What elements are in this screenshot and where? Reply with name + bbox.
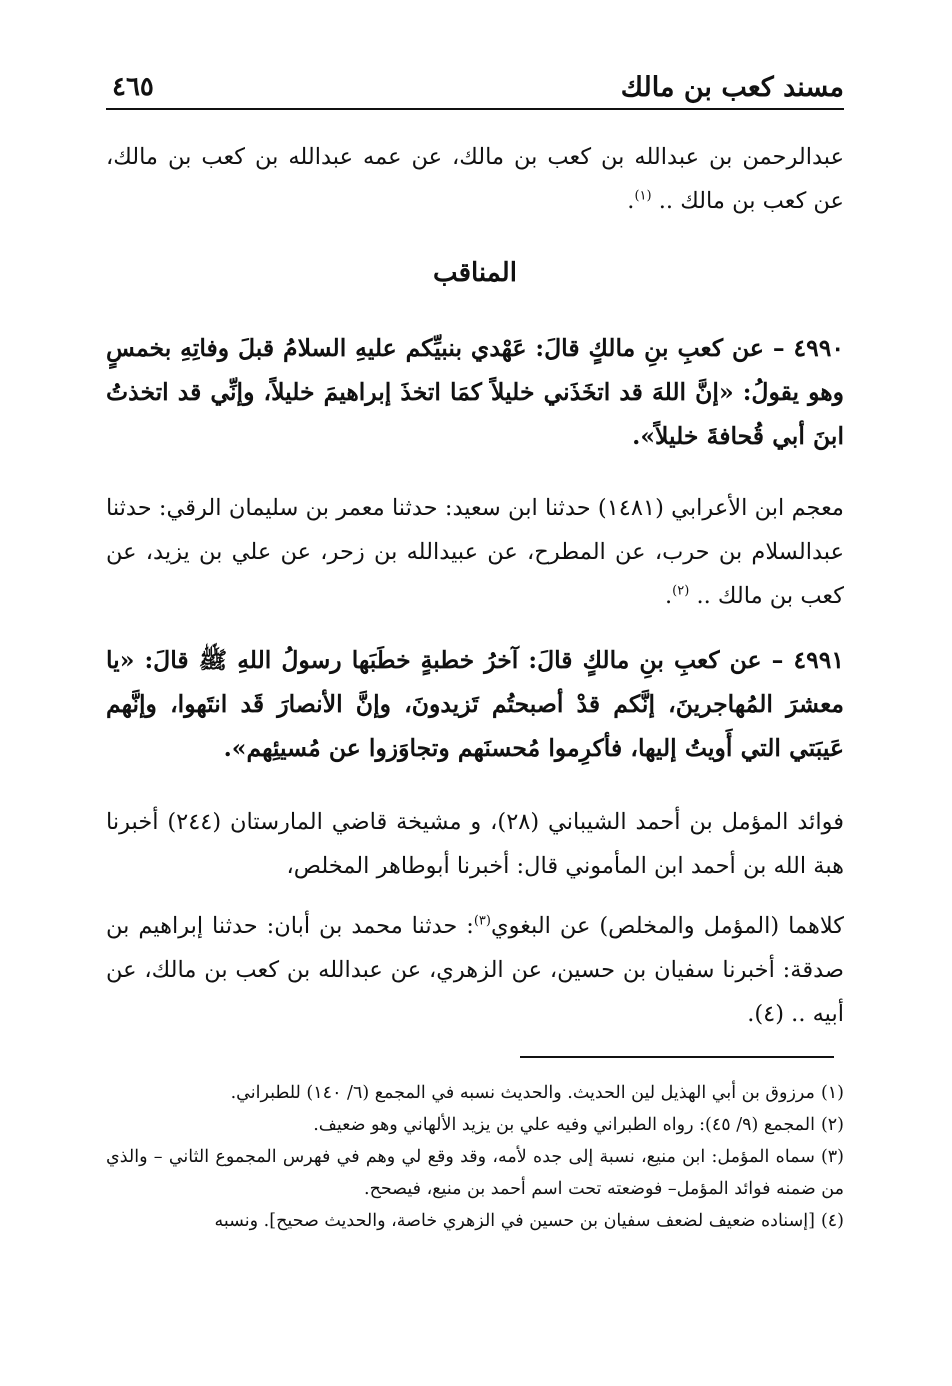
source-end: : حدثنا محمد بن أبان: حدثنا إبراهيم بن صدقة: أخبرنا سفيان بن حسين، عن الزهري، عن عبدالله بن كعب بن مالك، عن أبيه .. (٤).: [106, 913, 844, 1027]
footnote-text: مرزوق بن أبي الهذيل لين الحديث. والحديث نسبه في المجمع (٦/ ١٤٠) للطبراني.: [230, 1083, 815, 1103]
intro-end: .: [627, 188, 635, 214]
footnote-marker: (٤): [820, 1211, 844, 1231]
page-header: [106, 64, 844, 110]
footnote-4: [106, 1205, 844, 1237]
source-text: كلاهما (المؤمل والمخلص) عن البغوي: [490, 913, 844, 939]
source-4990: [106, 486, 844, 618]
footnote-divider: [520, 1056, 834, 1058]
source-4991-b: [106, 904, 844, 1036]
footnote-text: المجمع (٩/ ٤٥): رواه الطبراني وفيه علي بن يزيد الألهاني وهو ضعيف.: [313, 1115, 815, 1135]
footnote-ref-3: (٣): [473, 913, 491, 929]
page-number: ٤٦٥: [112, 72, 154, 102]
intro-text: عبدالرحمن بن عبدالله بن كعب بن مالك، عن عمه عبدالله بن كعب بن مالك، عن كعب بن مالك ..: [106, 144, 844, 214]
footnote-ref-2: (٢): [672, 583, 690, 599]
source-4991-a: [106, 800, 844, 888]
footnote-text: [إسناده ضعيف لضعف سفيان بن حسين في الزهري خاصة، والحديث صحيح]. ونسبه: [214, 1211, 815, 1231]
footnote-text: سماه المؤمل: ابن منيع، نسبة إلى جده لأمه، وقد وقع لي وهم في فهرس المجموع الثاني – والذي من ضمنه فوائد المؤمل– فوضعته تحت اسم أحمد بن منيع، فيصحح.: [106, 1147, 844, 1199]
footnote-3: [106, 1141, 844, 1205]
footnote-2: [106, 1109, 844, 1141]
running-title: مسند كعب بن مالك: [620, 72, 844, 103]
source-text: معجم ابن الأعرابي (١٤٨١) حدثنا ابن سعيد: حدثنا معمر بن سليمان الرقي: حدثنا عبدالسلام بن حرب، عن المطرح، عن عبيدالله بن زحر، عن علي بن يزيد، عن كعب بن مالك ..: [106, 495, 844, 609]
footnote-ref-1: (١): [634, 188, 652, 204]
source-text: فوائد المؤمل بن أحمد الشيباني (٢٨)، و مشيخة قاضي المارستان (٢٤٤) أخبرنا هبة الله بن أحمد ابن المأموني قال: أخبرنا أبوطاهر المخلص،: [106, 809, 844, 879]
section-heading: المناقب: [433, 258, 517, 288]
hadith-4991: ٤٩٩١ – عن كعبِ بنِ مالكٍ قالَ: آخرُ خطبةٍ خطَبَها رسولُ اللهِ ﷺ قالَ: «يا معشرَ المُهاجرينَ، إنَّكم قدْ أصبحتُم تَزيدونَ، وإنَّ الأنصارَ قَد انتَهوا، وإنَّهم عَيبَتي التي أَويتُ إليها، فأكرِموا مُحسنَهم وتجاوَزوا عن مُسيئِهم».: [106, 646, 844, 762]
footnote-1: [106, 1077, 844, 1109]
hadith-4990: ٤٩٩٠ – عن كعبِ بنِ مالكٍ قالَ: عَهْدي بنبيِّكم عليهِ السلامُ قبلَ وفاتِهِ بخمسٍ وهو يقولُ: «إنَّ اللهَ قد اتخَذَني خليلاً كمَا اتخذَ إبراهيمَ خليلاً، وإنِّي قد اتخذتُ ابنَ أبي قُحافةَ خليلاً».: [106, 334, 844, 450]
source-end: .: [665, 583, 673, 609]
footnote-marker: (٣): [820, 1147, 844, 1167]
footnote-marker: (١): [820, 1083, 844, 1103]
footnote-marker: (٢): [820, 1115, 844, 1135]
intro-paragraph: [106, 135, 844, 223]
footnotes: [106, 1077, 844, 1237]
